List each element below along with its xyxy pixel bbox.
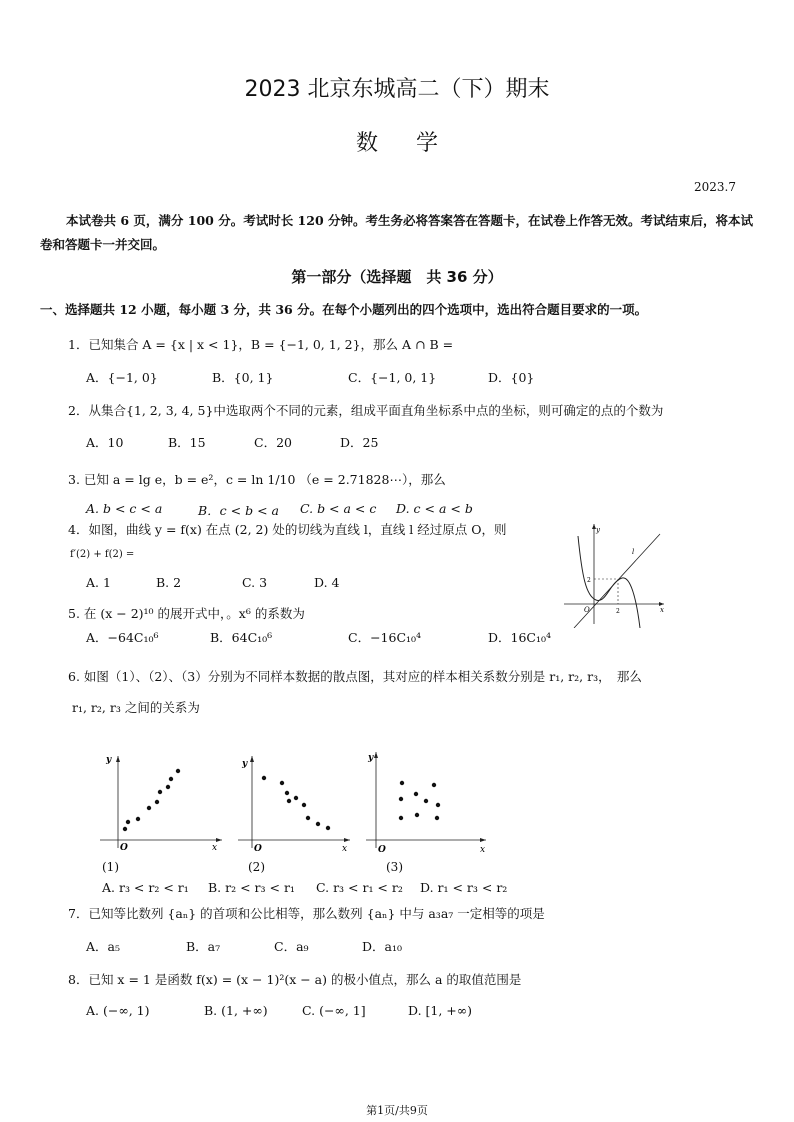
- exam-instructions: 本试卷共 6 页，满分 100 分。考试时长 120 分钟。考生务必将答案答在答题卡，在试卷上作答无效。考试结束后，将本试卷和答题卡一并交回。: [40, 213, 753, 252]
- scatter3-point: [435, 816, 439, 820]
- scatter3-point: [399, 816, 403, 820]
- q8-option-d: D. [1, +∞): [408, 1003, 473, 1018]
- scatter1-label-y: y: [106, 755, 112, 765]
- q6-option-a: A. r₃ < r₂ < r₁: [102, 880, 189, 895]
- q3-option-c: C. b < a < c: [300, 501, 377, 516]
- page-title: 2023 北京东城高二（下）期末: [244, 77, 550, 102]
- q4-label-x: x: [660, 606, 664, 614]
- scatter3-caption: (3): [386, 860, 403, 874]
- scatter3-points: [399, 781, 440, 820]
- q7-option-a: A．a₅: [86, 939, 120, 954]
- q4-label-origin: O: [584, 606, 590, 614]
- scatter1-point: [155, 800, 159, 804]
- question-1-stem: 1．已知集合 A = {x | x < 1}，B = {−1, 0, 1, 2}，那么 A ∩ B =: [68, 337, 454, 352]
- q5-option-a: A．−64C₁₀⁶: [86, 630, 159, 645]
- q4-label-l: l: [632, 548, 635, 556]
- q4-option-b: B. 2: [156, 575, 182, 590]
- q8-option-a: A. (−∞, 1): [86, 1003, 150, 1018]
- scatter1-point: [169, 777, 173, 781]
- question-3-stem: 3. 已知 a = lg e，b = e²，c = ln 1/10 （e = 2.71828⋯），那么: [68, 472, 446, 487]
- q5-option-d: D．16C₁₀⁴: [488, 630, 552, 645]
- scatter1-point: [136, 817, 140, 821]
- q1-option-c: C．{−1, 0, 1}: [348, 370, 437, 385]
- q2-option-d: D．25: [340, 435, 379, 450]
- scatter2-point: [316, 822, 320, 826]
- scatter3-label-y: y: [368, 753, 374, 763]
- q2-option-b: B．15: [168, 435, 206, 450]
- q4-label-y: y: [596, 526, 600, 534]
- scatter2-label-origin: O: [254, 844, 262, 854]
- part-title: 第一部分（选择题 共 36 分）: [291, 268, 503, 286]
- scatter3-point: [400, 781, 404, 785]
- scatter1-x-arrow: [216, 838, 222, 842]
- scatter3-point: [414, 792, 418, 796]
- scatter-plot-1: [96, 752, 226, 862]
- q8-option-b: B. (1, +∞): [204, 1003, 268, 1018]
- scatter2-point: [306, 816, 310, 820]
- page-footer: 第1页/共9页: [366, 1104, 428, 1117]
- scatter3-point: [415, 813, 419, 817]
- scatter2-point: [294, 796, 298, 800]
- scatter1-point: [123, 827, 127, 831]
- scatter1-point: [158, 790, 162, 794]
- q4-option-c: C. 3: [242, 575, 268, 590]
- q4-curve-figure: [560, 516, 670, 628]
- q2-option-c: C．20: [254, 435, 292, 450]
- q5-option-b: B．64C₁₀⁶: [210, 630, 273, 645]
- scatter-plot-3: [364, 748, 490, 862]
- question-6-stem-line2: r₁, r₂, r₃ 之间的关系为: [72, 700, 200, 715]
- question-2-stem: 2．从集合{1, 2, 3, 4, 5}中选取两个不同的元素，组成平面直角坐标系中点的坐标，则可确定的点的个数为: [68, 403, 664, 418]
- scatter1-point: [126, 820, 130, 824]
- exam-date: 2023.7: [694, 180, 736, 194]
- q6-option-b: B. r₂ < r₃ < r₁: [208, 880, 295, 895]
- q8-option-c: C. (−∞, 1]: [302, 1003, 366, 1018]
- subject-title: 数学: [355, 131, 476, 156]
- scatter3-point: [399, 797, 403, 801]
- scatter2-point: [262, 776, 266, 780]
- scatter2-x-arrow: [344, 838, 350, 842]
- scatter2-point: [285, 791, 289, 795]
- scatter3-label-x: x: [480, 845, 486, 855]
- scatter3-label-origin: O: [378, 845, 386, 855]
- scatter2-point: [326, 826, 330, 830]
- scatter3-point: [436, 803, 440, 807]
- q4-option-d: D. 4: [314, 575, 340, 590]
- q3-option-d: D. c < a < b: [396, 501, 473, 516]
- q7-option-c: C．a₉: [274, 939, 309, 954]
- q5-option-c: C．−16C₁₀⁴: [348, 630, 422, 645]
- q4-tick-x: 2: [616, 608, 620, 615]
- q4-tick-y: 2: [587, 577, 591, 584]
- q3-option-a: A. b < c < a: [86, 501, 163, 516]
- q7-option-b: B．a₇: [186, 939, 221, 954]
- scatter-plot-2: [234, 752, 354, 862]
- question-4-stem-line2: f′(2) + f(2) =: [70, 549, 135, 560]
- scatter1-caption: (1): [102, 860, 119, 874]
- question-6-stem-line1: 6. 如图（1）、（2）、（3）分别为不同样本数据的散点图，其对应的样本相关系数分别是 r₁, r₂, r₃， 那么: [68, 669, 642, 684]
- scatter2-point: [280, 781, 284, 785]
- question-5-stem: 5. 在 (x − 2)¹⁰ 的展开式中，。x⁶ 的系数为: [68, 606, 305, 621]
- scatter2-point: [287, 799, 291, 803]
- question-7-stem: 7．已知等比数列 {aₙ} 的首项和公比相等，那么数列 {aₙ} 中与 a₃a₇ 一定相等的项是: [68, 906, 545, 921]
- q6-option-c: C. r₃ < r₁ < r₂: [316, 880, 403, 895]
- scatter3-y-arrow: [374, 752, 378, 758]
- q1-option-d: D．{0}: [488, 370, 535, 385]
- section-instructions: 一、选择题共 12 小题，每小题 3 分，共 36 分。在每个小题列出的四个选项中，选出符合题目要求的一项。: [40, 302, 648, 317]
- scatter1-label-origin: O: [120, 843, 128, 853]
- scatter3-x-arrow: [480, 838, 486, 842]
- scatter1-point: [166, 785, 170, 789]
- q1-option-b: B．{0, 1}: [212, 370, 274, 385]
- scatter2-caption: (2): [248, 860, 265, 874]
- q1-option-a: A．{−1, 0}: [86, 370, 158, 385]
- scatter2-points: [262, 776, 330, 830]
- q3-option-b: B．c < b < a: [198, 503, 279, 518]
- scatter2-label-x: x: [342, 844, 348, 854]
- q4-option-a: A. 1: [86, 575, 111, 590]
- scatter1-point: [147, 806, 151, 810]
- question-8-stem: 8．已知 x = 1 是函数 f(x) = (x − 1)²(x − a) 的极小值点，那么 a 的取值范围是: [68, 972, 522, 987]
- scatter3-point: [432, 783, 436, 787]
- scatter1-y-arrow: [116, 756, 120, 762]
- scatter1-points: [123, 769, 180, 831]
- q2-option-a: A．10: [86, 435, 124, 450]
- scatter2-label-y: y: [242, 759, 248, 769]
- question-4-stem-line1: 4．如图，曲线 y = f(x) 在点 (2, 2) 处的切线为直线 l，直线 l 经过原点 O，则: [68, 522, 507, 537]
- scatter2-point: [302, 803, 306, 807]
- scatter3-point: [424, 799, 428, 803]
- scatter1-point: [176, 769, 180, 773]
- scatter1-label-x: x: [212, 843, 218, 853]
- q6-option-d: D. r₁ < r₃ < r₂: [420, 880, 508, 895]
- scatter2-y-arrow: [250, 756, 254, 762]
- q7-option-d: D．a₁₀: [362, 939, 402, 954]
